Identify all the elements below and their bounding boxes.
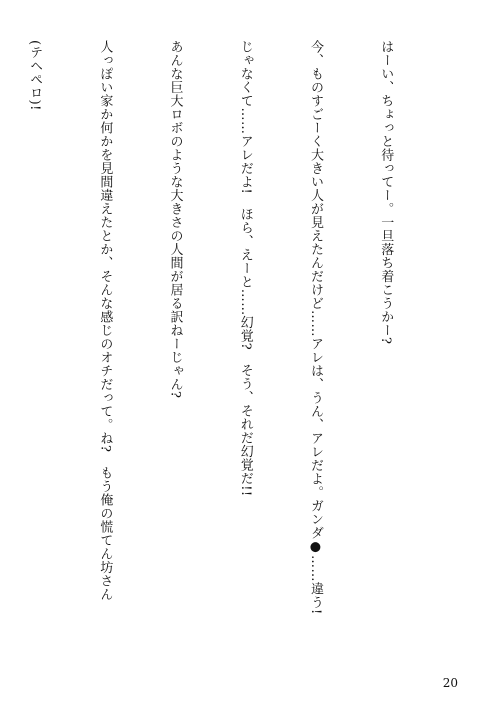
text-line: 今、ものすごーく大きい人が見えたんだけど……アレは、うん、アレだよ。ガンダ●……違う! xyxy=(307,40,323,615)
text-line: (テヘペロ)! xyxy=(27,40,43,111)
text-line: はーい、ちょっと待ってー。一旦落ち着こうかー? xyxy=(378,40,394,345)
text-line: 人っぽい家か何かを見間違えたとか、そんな感じのオチだって。ね? もう俺の慌てん坊さん xyxy=(97,40,113,601)
page-number: 20 xyxy=(442,676,458,690)
text-line: あんな巨大ロボのような大きさの人間が居る訳ねーじゃん? xyxy=(167,40,183,399)
text-line: じゃなくて……アレだよ! ほら、えーと……幻覚? そう、それだ幻覚だ!! xyxy=(237,40,253,497)
vertical-text-body xyxy=(27,40,444,680)
